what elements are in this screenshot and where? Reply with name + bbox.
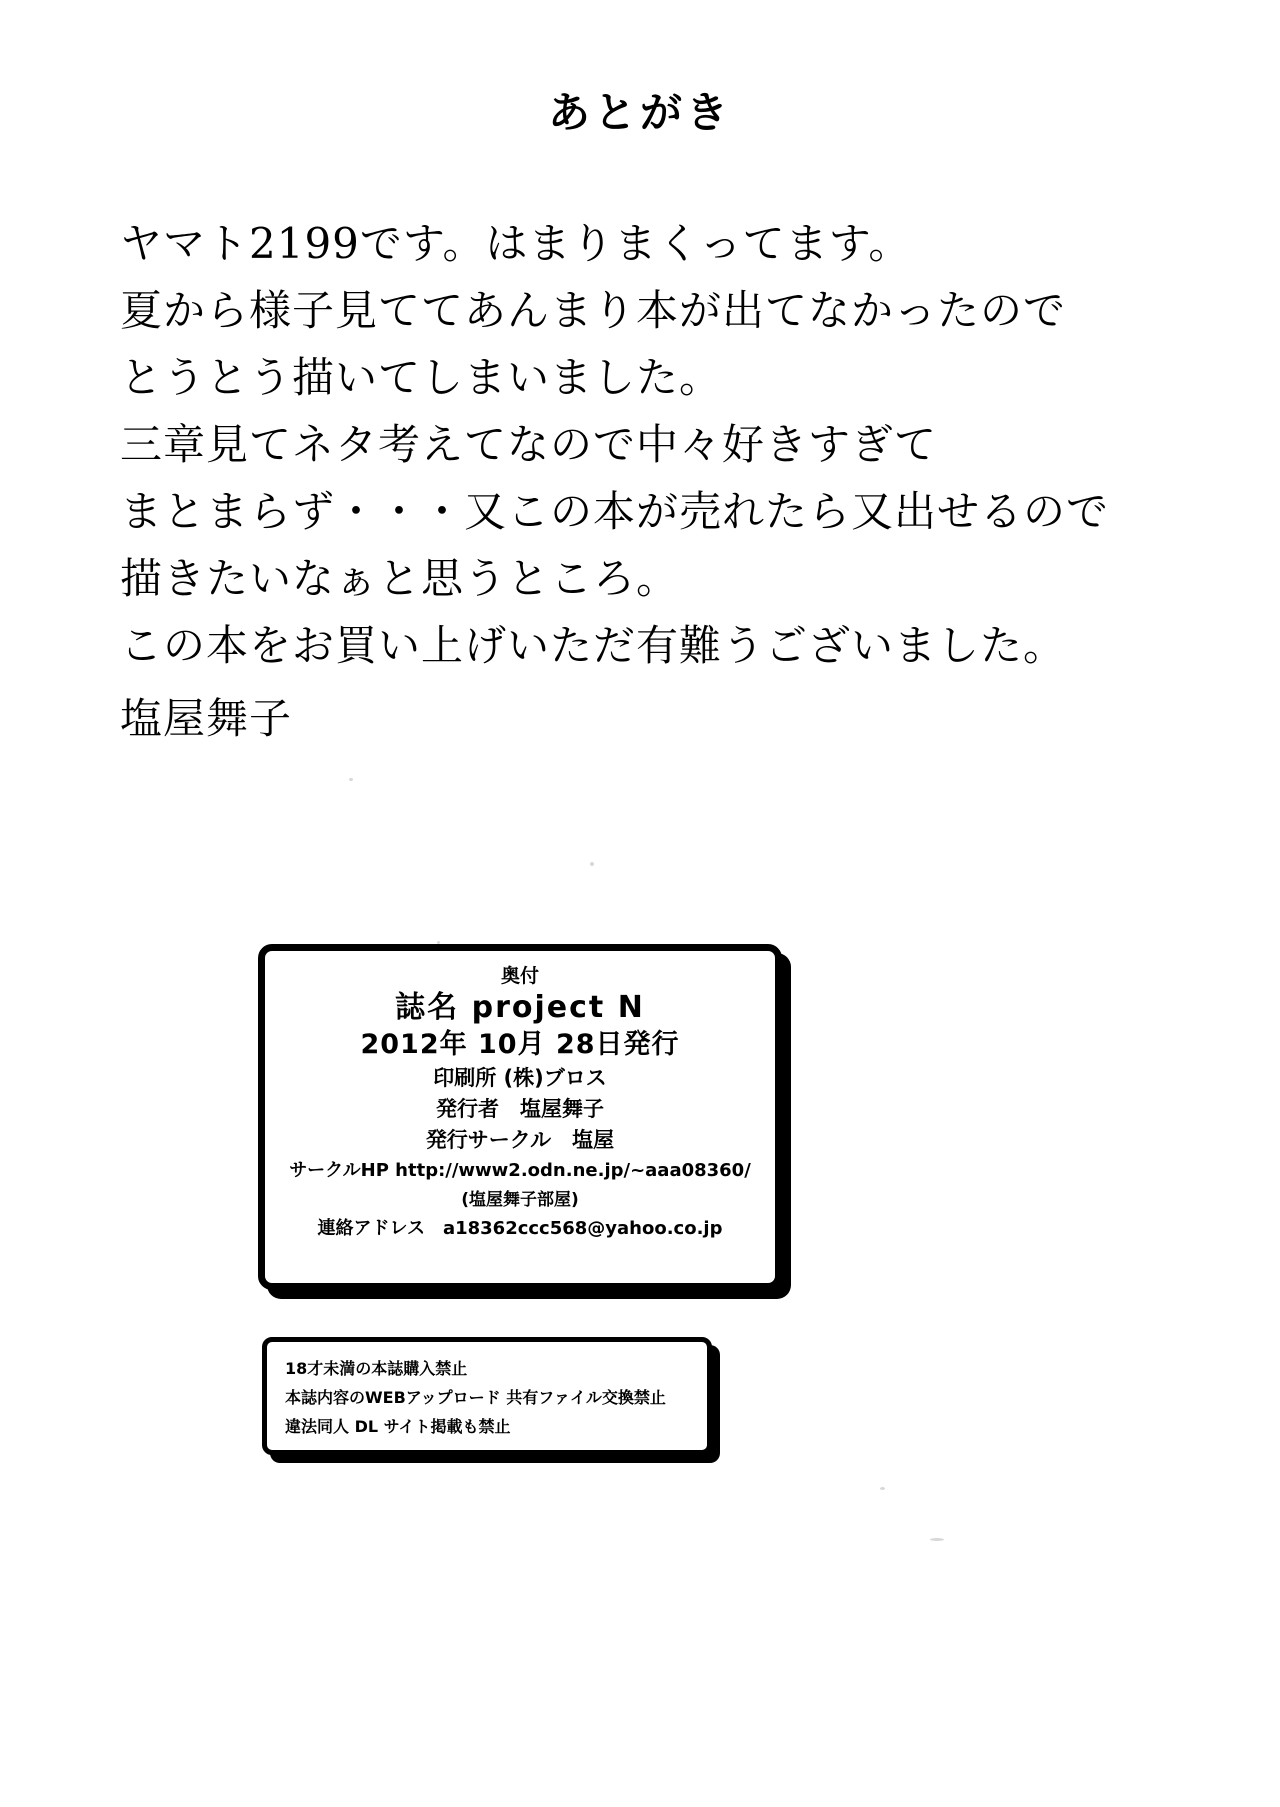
colophon-printer: 印刷所 (株)ブロス xyxy=(433,1066,607,1090)
colophon-homepage: サークルHP http://www2.odn.ne.jp/~aaa08360/ xyxy=(289,1160,751,1181)
afterword-line: 夏から様子見ててあんまり本が出てなかったので xyxy=(120,286,1067,335)
colophon-title: 誌名 project N xyxy=(395,990,645,1025)
colophon-circle: 発行サークル 塩屋 xyxy=(425,1128,615,1152)
afterword-text xyxy=(120,210,1200,752)
notice-line: 本誌内容のWEBアップロード 共有ファイル交換禁止 xyxy=(285,1388,666,1407)
notice-line: 18才未満の本誌購入禁止 xyxy=(285,1359,468,1378)
colophon-homepage-note: (塩屋舞子部屋) xyxy=(461,1190,579,1210)
colophon-contact: 連絡アドレス a18362ccc568@yahoo.co.jp xyxy=(317,1218,723,1239)
afterword-line: 描きたいなぁと思うところ。 xyxy=(120,554,680,603)
page-title: あとがき xyxy=(547,88,732,137)
colophon-publisher: 発行者 塩屋舞子 xyxy=(436,1097,604,1121)
afterword-line: この本をお買い上げいただ有難うございました。 xyxy=(120,621,1067,670)
colophon-heading: 奥付 xyxy=(500,965,539,987)
notice-line: 違法同人 DL サイト掲載も禁止 xyxy=(285,1417,511,1436)
notice-box xyxy=(262,1337,712,1455)
afterword-line: まとまらず・・・又この本が売れたら又出せるので xyxy=(120,487,1110,536)
scan-speck xyxy=(437,941,440,944)
colophon-box xyxy=(258,944,782,1290)
scan-speck xyxy=(590,862,594,866)
afterword-line: ヤマト2199です。はまりまくってます。 xyxy=(120,219,912,268)
scan-speck xyxy=(880,1487,885,1490)
afterword-line: 三章見てネタ考えてなので中々好きすぎて xyxy=(120,420,938,469)
author-signature: 塩屋舞子 xyxy=(120,694,293,743)
scan-speck xyxy=(930,1538,944,1541)
scan-speck xyxy=(349,778,353,781)
colophon-date: 2012年 10月 28日発行 xyxy=(360,1029,680,1060)
afterword-line: とうとう描いてしまいました。 xyxy=(120,353,723,402)
